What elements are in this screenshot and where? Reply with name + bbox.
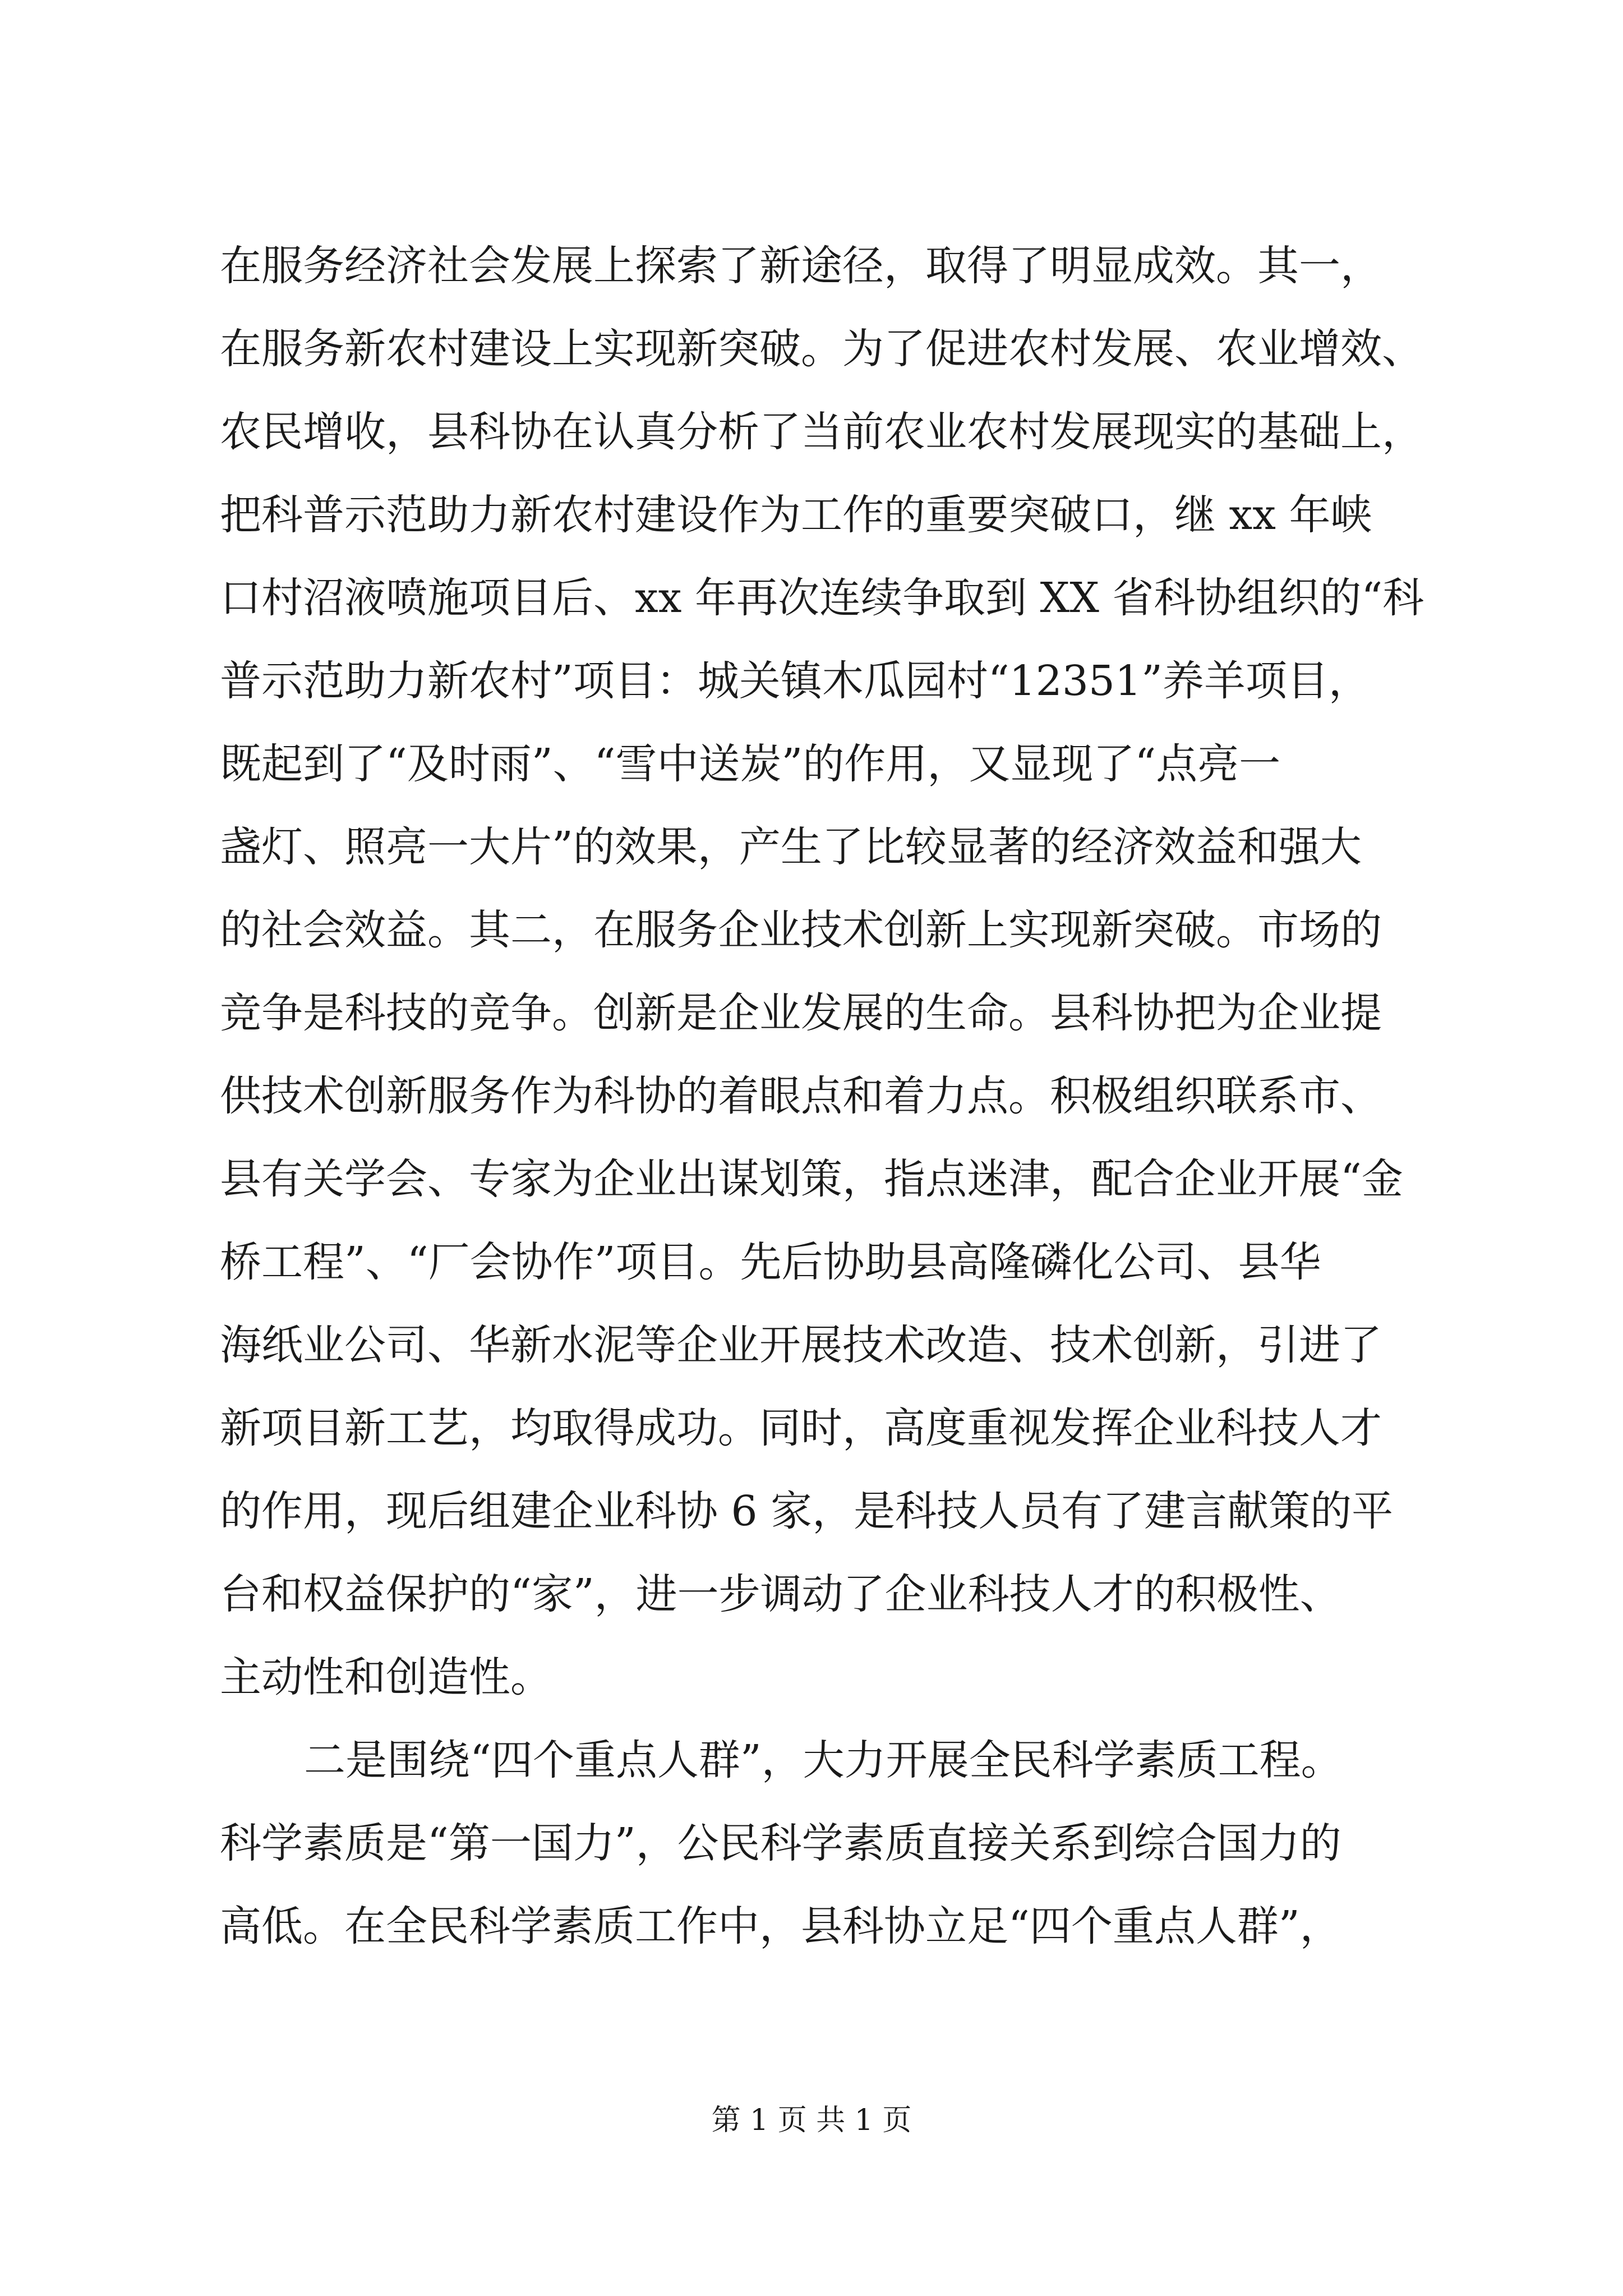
text-line: 台和权益保护的“家”，进一步调动了企业科技人才的积极性、 xyxy=(220,1570,1341,1618)
paragraph-start-line: 二是围绕“四个重点人群”，大力开展全民科学素质工程。 xyxy=(304,1736,1343,1784)
text-line: 的社会效益。其二，在服务企业技术创新上实现新突破。市场的 xyxy=(220,906,1382,954)
text-line: 在服务新农村建设上实现新突破。为了促进农村发展、农业增效、 xyxy=(220,325,1423,373)
page-footer: 第 1 页 共 1 页 xyxy=(711,2104,912,2137)
text-line: 把科普示范助力新农村建设作为工作的重要突破口，继 xx 年峡 xyxy=(220,491,1372,539)
text-line: 普示范助力新农村”项目：城关镇木瓜园村“12351”养羊项目， xyxy=(220,657,1370,705)
text-line: 主动性和创造性。 xyxy=(220,1653,552,1701)
text-line: 高低。在全民科学素质工作中，县科协立足“四个重点人群”， xyxy=(220,1902,1341,1950)
text-line: 既起到了“及时雨”、“雪中送炭”的作用，又显现了“点亮一 xyxy=(220,740,1281,788)
text-line: 新项目新工艺，均取得成功。同时，高度重视发挥企业科技人才 xyxy=(220,1404,1382,1452)
text-line: 海纸业公司、华新水泥等企业开展技术改造、技术创新，引进了 xyxy=(220,1321,1382,1369)
text-line: 科学素质是“第一国力”，公民科学素质直接关系到综合国力的 xyxy=(220,1819,1341,1867)
text-line: 桥工程”、“厂会协作”项目。先后协助县高隆磷化公司、县华 xyxy=(220,1238,1321,1286)
text-line: 供技术创新服务作为科协的着眼点和着力点。积极组织联系市、 xyxy=(220,1072,1382,1120)
text-line: 在服务经济社会发展上探索了新途径，取得了明显成效。其一， xyxy=(220,242,1382,290)
body-text xyxy=(220,224,1487,1968)
text-line: 口村沼液喷施项目后、xx 年再次连续争取到 XX 省科协组织的“科 xyxy=(220,574,1424,622)
text-line: 农民增收，县科协在认真分析了当前农业农村发展现实的基础上， xyxy=(220,408,1423,456)
text-line: 的作用，现后组建企业科协 6 家，是科技人员有了建言献策的平 xyxy=(220,1487,1394,1535)
text-line: 竞争是科技的竞争。创新是企业发展的生命。县科协把为企业提 xyxy=(220,989,1382,1037)
text-line: 盏灯、照亮一大片”的效果，产生了比较显著的经济效益和强大 xyxy=(220,823,1362,871)
text-line: 县有关学会、专家为企业出谋划策，指点迷津，配合企业开展“金 xyxy=(220,1155,1403,1203)
